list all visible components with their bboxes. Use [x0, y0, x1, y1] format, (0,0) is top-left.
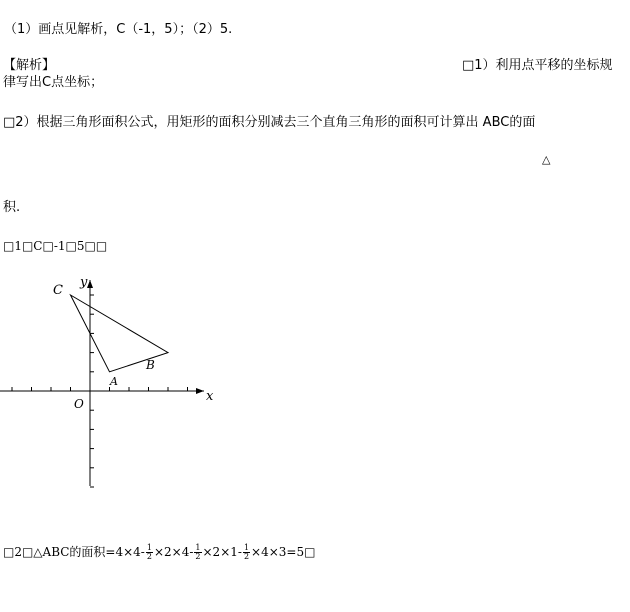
fraction-half-3: $\frac{1}{2}$	[243, 543, 250, 561]
area-formula-mid-1: ×2×4-	[153, 545, 194, 559]
area-formula-end: ×4×3=5□	[251, 545, 316, 559]
point-b-label: B	[146, 358, 155, 372]
fraction-half-1: $\frac{1}{2}$	[146, 543, 152, 561]
solution-part2	[3, 540, 315, 564]
x-axis-arrow	[196, 388, 204, 394]
area-formula-mid-2: ×2×1-	[202, 545, 242, 559]
solution-part1: □1□C□-1□5□□	[3, 239, 108, 253]
origin-label: O	[74, 397, 84, 411]
point-c-label: C	[53, 283, 63, 298]
x-axis-label: x	[206, 389, 214, 404]
fraction-half-2: $\frac{1}{2}$	[195, 543, 201, 561]
analysis-heading: 【解析】	[3, 58, 56, 73]
analysis-part1-continued: 律写出C点坐标；	[3, 75, 104, 90]
area-formula-start: □2□△ABC的面积=4×4-	[3, 545, 145, 559]
y-axis-label: y	[80, 275, 88, 290]
triangle-symbol: △	[542, 153, 551, 166]
point-a-label: A	[110, 375, 118, 388]
y-axis-arrow	[87, 280, 93, 288]
analysis-part2-end: 积.	[3, 200, 21, 215]
analysis-part2: □2）根据三角形面积公式，用矩形的面积分别减去三个直角三角形的面积可计算出 ABC的面	[3, 115, 536, 130]
answer-line: （1）画点见解析，C（-1，5）；（2）5.	[4, 22, 233, 37]
analysis-part1: □1）利用点平移的坐标规	[462, 58, 613, 73]
